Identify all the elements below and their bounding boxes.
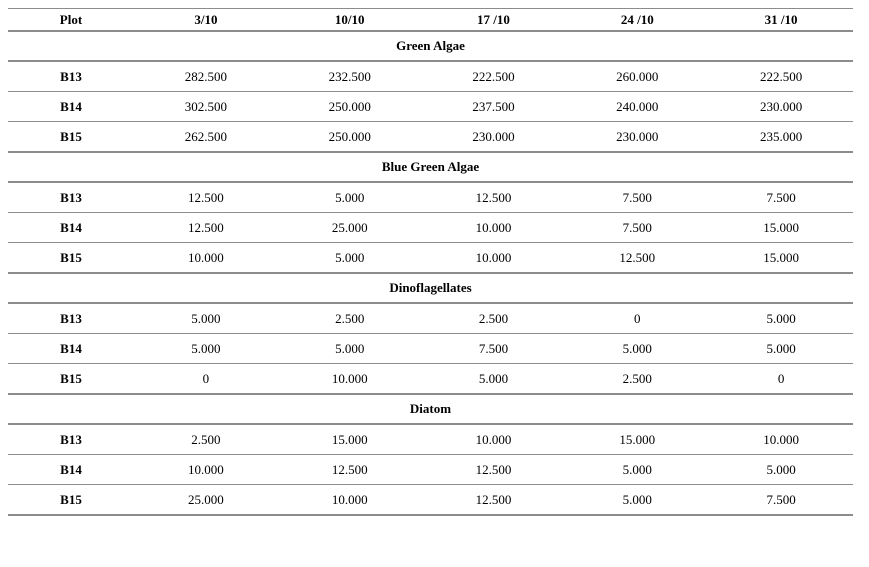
value-cell: 5.000 xyxy=(134,334,278,364)
table-row xyxy=(8,61,853,92)
table-row xyxy=(8,424,853,455)
plot-cell: B15 xyxy=(8,243,134,274)
value-cell: 12.500 xyxy=(134,182,278,213)
plot-cell: B13 xyxy=(8,303,134,334)
value-cell: 12.500 xyxy=(422,182,566,213)
value-cell: 10.000 xyxy=(422,243,566,274)
plot-cell: B15 xyxy=(8,485,134,516)
section-title: Dinoflagellates xyxy=(8,273,853,303)
value-cell: 2.500 xyxy=(278,303,422,334)
value-cell: 5.000 xyxy=(565,334,709,364)
table-row xyxy=(8,455,853,485)
value-cell: 12.500 xyxy=(422,455,566,485)
header-row xyxy=(8,9,853,32)
value-cell: 12.500 xyxy=(422,485,566,516)
value-cell: 10.000 xyxy=(278,485,422,516)
value-cell: 240.000 xyxy=(565,92,709,122)
value-cell: 222.500 xyxy=(422,61,566,92)
table-row xyxy=(8,334,853,364)
value-cell: 0 xyxy=(565,303,709,334)
value-cell: 2.500 xyxy=(422,303,566,334)
value-cell: 5.000 xyxy=(709,303,853,334)
value-cell: 5.000 xyxy=(278,334,422,364)
value-cell: 0 xyxy=(134,364,278,395)
section-title: Green Algae xyxy=(8,31,853,61)
value-cell: 0 xyxy=(709,364,853,395)
table-row xyxy=(8,485,853,516)
header-date-24-10: 24 /10 xyxy=(565,9,709,32)
table-row xyxy=(8,364,853,395)
table-row xyxy=(8,213,853,243)
value-cell: 2.500 xyxy=(565,364,709,395)
value-cell: 10.000 xyxy=(709,424,853,455)
value-cell: 10.000 xyxy=(134,455,278,485)
value-cell: 15.000 xyxy=(278,424,422,455)
section-title: Blue Green Algae xyxy=(8,152,853,182)
value-cell: 5.000 xyxy=(278,182,422,213)
value-cell: 12.500 xyxy=(278,455,422,485)
plot-cell: B14 xyxy=(8,213,134,243)
plot-cell: B14 xyxy=(8,334,134,364)
value-cell: 15.000 xyxy=(565,424,709,455)
value-cell: 15.000 xyxy=(709,243,853,274)
value-cell: 230.000 xyxy=(709,92,853,122)
plankton-table xyxy=(8,8,853,516)
value-cell: 5.000 xyxy=(709,334,853,364)
value-cell: 235.000 xyxy=(709,122,853,153)
value-cell: 10.000 xyxy=(278,364,422,395)
section-row xyxy=(8,152,853,182)
value-cell: 25.000 xyxy=(278,213,422,243)
section-row xyxy=(8,31,853,61)
value-cell: 10.000 xyxy=(422,424,566,455)
plot-cell: B14 xyxy=(8,92,134,122)
table-header xyxy=(8,9,853,32)
header-date-10-10: 10/10 xyxy=(278,9,422,32)
table-row xyxy=(8,303,853,334)
section-row xyxy=(8,394,853,424)
table-row xyxy=(8,243,853,274)
value-cell: 5.000 xyxy=(422,364,566,395)
value-cell: 10.000 xyxy=(422,213,566,243)
value-cell: 5.000 xyxy=(709,455,853,485)
value-cell: 230.000 xyxy=(565,122,709,153)
value-cell: 7.500 xyxy=(565,213,709,243)
header-plot: Plot xyxy=(8,9,134,32)
plot-cell: B14 xyxy=(8,455,134,485)
value-cell: 282.500 xyxy=(134,61,278,92)
value-cell: 260.000 xyxy=(565,61,709,92)
value-cell: 7.500 xyxy=(709,485,853,516)
value-cell: 5.000 xyxy=(565,455,709,485)
value-cell: 250.000 xyxy=(278,92,422,122)
header-date-3-10: 3/10 xyxy=(134,9,278,32)
value-cell: 5.000 xyxy=(565,485,709,516)
value-cell: 10.000 xyxy=(134,243,278,274)
table-body xyxy=(8,31,853,515)
value-cell: 302.500 xyxy=(134,92,278,122)
value-cell: 250.000 xyxy=(278,122,422,153)
value-cell: 262.500 xyxy=(134,122,278,153)
value-cell: 237.500 xyxy=(422,92,566,122)
plot-cell: B13 xyxy=(8,61,134,92)
value-cell: 232.500 xyxy=(278,61,422,92)
value-cell: 12.500 xyxy=(134,213,278,243)
value-cell: 2.500 xyxy=(134,424,278,455)
value-cell: 7.500 xyxy=(565,182,709,213)
section-row xyxy=(8,273,853,303)
table-row xyxy=(8,92,853,122)
section-title: Diatom xyxy=(8,394,853,424)
plot-cell: B13 xyxy=(8,424,134,455)
value-cell: 222.500 xyxy=(709,61,853,92)
plot-cell: B13 xyxy=(8,182,134,213)
value-cell: 5.000 xyxy=(278,243,422,274)
header-date-17-10: 17 /10 xyxy=(422,9,566,32)
value-cell: 12.500 xyxy=(565,243,709,274)
value-cell: 15.000 xyxy=(709,213,853,243)
header-date-31-10: 31 /10 xyxy=(709,9,853,32)
value-cell: 5.000 xyxy=(134,303,278,334)
value-cell: 7.500 xyxy=(422,334,566,364)
plot-cell: B15 xyxy=(8,122,134,153)
table-row xyxy=(8,122,853,153)
plot-cell: B15 xyxy=(8,364,134,395)
value-cell: 230.000 xyxy=(422,122,566,153)
value-cell: 25.000 xyxy=(134,485,278,516)
value-cell: 7.500 xyxy=(709,182,853,213)
table-row xyxy=(8,182,853,213)
